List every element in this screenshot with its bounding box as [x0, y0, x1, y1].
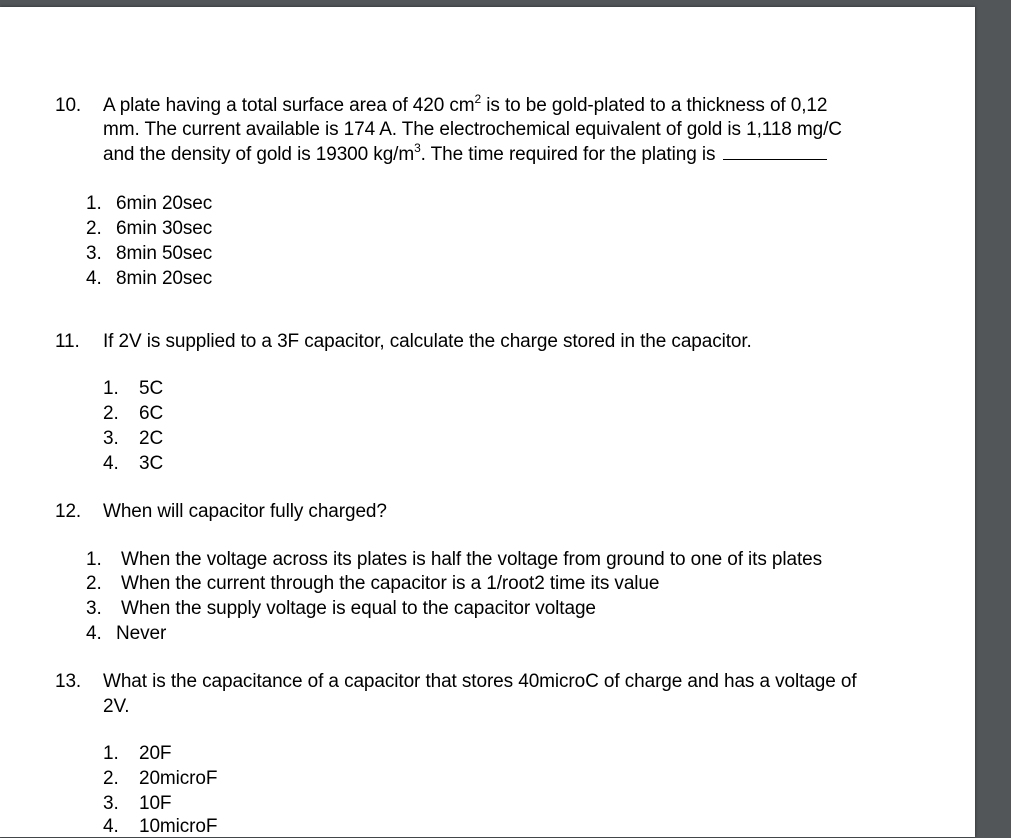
question-number: 11. [55, 331, 80, 352]
option-text: 5C [139, 378, 164, 399]
question-number: 10. [55, 95, 82, 116]
option-number: 4. [103, 453, 119, 474]
option-number: 2. [86, 218, 102, 239]
option-text: When the current through the capacitor is a 1/root2 time its value [121, 573, 660, 594]
option-number: 1. [86, 549, 102, 570]
option-number: 4. [86, 623, 102, 644]
question-number: 13. [55, 671, 82, 692]
option-number: 2. [86, 573, 102, 594]
option-text: 10F [139, 793, 172, 814]
option-text: 8min 50sec [116, 243, 213, 264]
option-text: 2C [139, 428, 164, 449]
question-text-line: When will capacitor fully charged? [103, 501, 387, 522]
option-text: 6min 30sec [116, 218, 213, 239]
document-page [0, 7, 975, 837]
question-text-line: A plate having a total surface area of 420 $cm^2$ is to be gold-plated to a thickness of 0,12 [103, 91, 828, 116]
option-number: 3. [86, 598, 102, 619]
option-text: 20microF [139, 768, 218, 789]
option-text: When the voltage across its plates is half the voltage from ground to one of its plates [121, 549, 823, 570]
option-text: 20F [139, 743, 172, 764]
option-number: 1. [103, 378, 119, 399]
question-text-line: What is the capacitance of a capacitor that stores 40microC of charge and has a voltage of [103, 671, 857, 692]
option-number: 2. [103, 768, 119, 789]
option-number: 3. [86, 243, 102, 264]
option-number: 4. [86, 268, 102, 289]
answer-blank [723, 144, 827, 160]
question-number: 12. [55, 501, 82, 522]
option-number: 1. [86, 193, 102, 214]
question-text-line: 2V. [103, 696, 130, 717]
option-text: 3C [139, 453, 164, 474]
question-text-line: If 2V is supplied to a 3F capacitor, calculate the charge stored in the capacitor. [103, 331, 752, 352]
option-number: 3. [103, 793, 119, 814]
option-text: 6C [139, 403, 164, 424]
option-number: 1. [103, 743, 119, 764]
option-text: 10microF [139, 816, 218, 837]
question-text-line: mm. The current available is 174 A. The electrochemical equivalent of gold is 1,118 mg/C [103, 119, 842, 140]
question-text-line: and the density of gold is 19300 $kg/m^3$. The time required for the plating is [103, 144, 827, 166]
option-text: 6min 20sec [116, 193, 213, 214]
option-number: 4. [103, 816, 119, 837]
option-number: 2. [103, 403, 119, 424]
option-text: When the supply voltage is equal to the capacitor voltage [121, 598, 596, 619]
option-number: 3. [103, 428, 119, 449]
option-text: Never [116, 623, 167, 644]
option-text: 8min 20sec [116, 268, 213, 289]
